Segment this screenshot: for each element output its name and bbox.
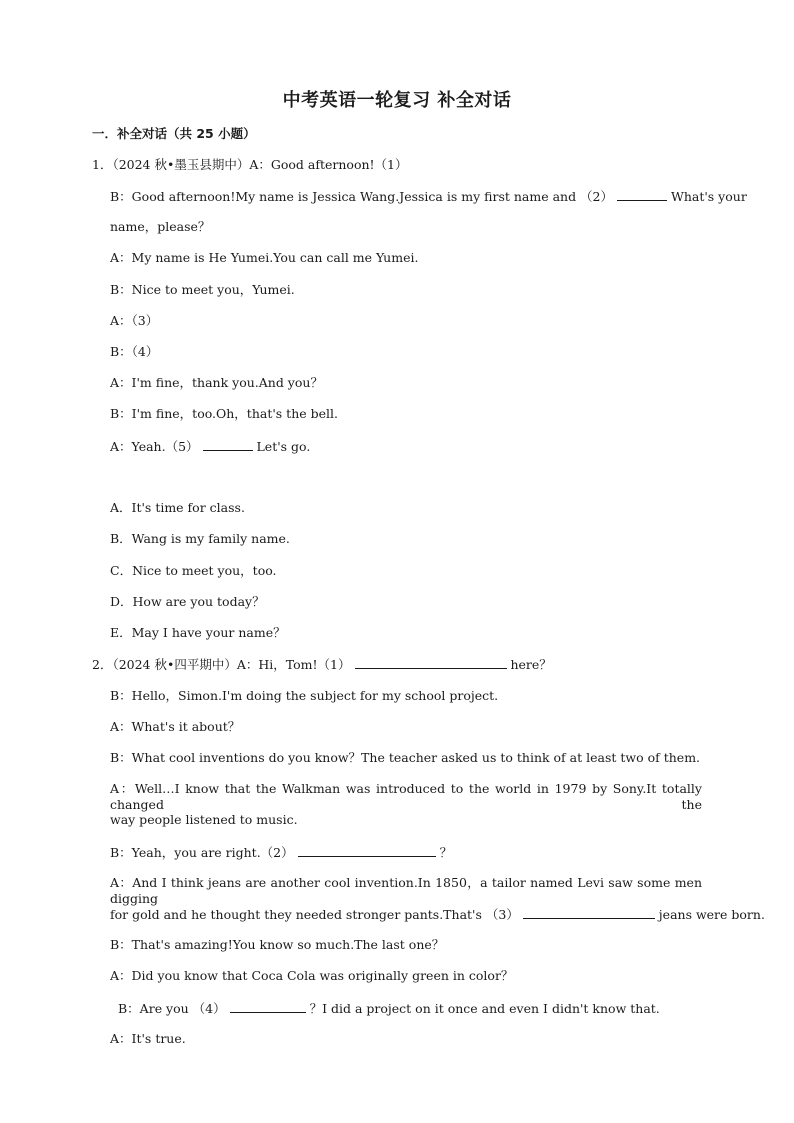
q2-blank-4[interactable]: [230, 1000, 306, 1013]
q2-b5-text-end: ？I did a project on it once and even I didn't know that.: [309, 1001, 660, 1016]
q2-b3-text: B：Yeah，you are right.（2）: [110, 845, 294, 860]
question-1-header: 1．（2024 秋•墨玉县期中）A：Good afternoon!（1）: [92, 157, 408, 172]
q1-blank-5[interactable]: [203, 438, 253, 451]
q1-dialogue-b1: [110, 188, 747, 205]
q2-dialogue-a4-cont: [110, 906, 765, 923]
q2-header-text: 2．（2024 秋•四平期中）A：Hi，Tom!（1）: [92, 657, 351, 672]
q2-b3-text-end: ？: [439, 845, 453, 860]
q1-option-e: E．May I have your name？: [110, 625, 286, 640]
q1-option-b: B．Wang is my family name.: [110, 531, 290, 546]
q2-dialogue-a3-cont: way people listened to music.: [110, 812, 298, 827]
q1-a5-text: A：Yeah.（5）: [110, 439, 199, 454]
q2-dialogue-a4: A：And I think jeans are another cool invention.In 1850，a tailor named Levi saw some men digging: [110, 875, 702, 906]
q1-a5-text-end: Let's go.: [256, 439, 311, 454]
q1-dialogue-b2: B：Nice to meet you，Yumei.: [110, 282, 295, 297]
q2-dialogue-a2: A：What's it about？: [110, 719, 241, 734]
q2-dialogue-a5: A：Did you know that Coca Cola was originally green in color？: [110, 968, 514, 983]
q2-blank-2[interactable]: [298, 844, 436, 857]
q2-dialogue-b1: B：Hello，Simon.I'm doing the subject for my school project.: [110, 688, 499, 703]
q1-option-d: D．How are you today？: [110, 594, 265, 609]
q1-blank-2[interactable]: [617, 188, 667, 201]
q2-a4-text: for gold and he thought they needed stronger pants.That's （3）: [110, 907, 519, 922]
q2-dialogue-b3: [110, 844, 452, 861]
q1-dialogue-a5: [110, 438, 310, 455]
section-heading: 一．补全对话（共 25 小题）: [92, 126, 256, 141]
q1-dialogue-b4: B：I'm fine，too.Oh，that's the bell.: [110, 406, 338, 421]
question-2-header: [92, 656, 552, 673]
q1-dialogue-a3: A：（3）: [110, 313, 159, 328]
q2-blank-1[interactable]: [355, 656, 507, 669]
q1-dialogue-b3: B：（4）: [110, 344, 159, 359]
q1-b1-text-end: What's your: [670, 189, 747, 204]
q2-blank-3[interactable]: [523, 906, 655, 919]
q2-dialogue-b4: B：That's amazing!You know so much.The last one？: [110, 937, 445, 952]
q2-dialogue-b2: B：What cool inventions do you know？The teacher asked us to think of at least two of them.: [110, 750, 701, 765]
q2-dialogue-b5: [118, 1000, 660, 1017]
q2-dialogue-a3: A：Well…I know that the Walkman was introduced to the world in 1979 by Sony.It totally changed the: [110, 781, 702, 812]
q2-a4-text-end: jeans were born.: [658, 907, 765, 922]
q1-dialogue-a4: A：I'm fine，thank you.And you？: [110, 375, 323, 390]
q1-dialogue-b1-cont: name，please？: [110, 219, 211, 234]
q2-b5-text: B：Are you （4）: [118, 1001, 226, 1016]
q1-option-a: A．It's time for class.: [110, 500, 245, 515]
q1-option-c: C．Nice to meet you，too.: [110, 563, 277, 578]
q1-b1-text: B：Good afternoon!My name is Jessica Wang.Jessica is my first name and （2）: [110, 189, 614, 204]
q2-dialogue-a6: A：It's true.: [110, 1031, 186, 1046]
q2-header-text-end: here？: [510, 657, 552, 672]
page-title: 中考英语一轮复习 补全对话: [282, 90, 512, 111]
q1-dialogue-a2: A：My name is He Yumei.You can call me Yumei.: [110, 250, 419, 265]
